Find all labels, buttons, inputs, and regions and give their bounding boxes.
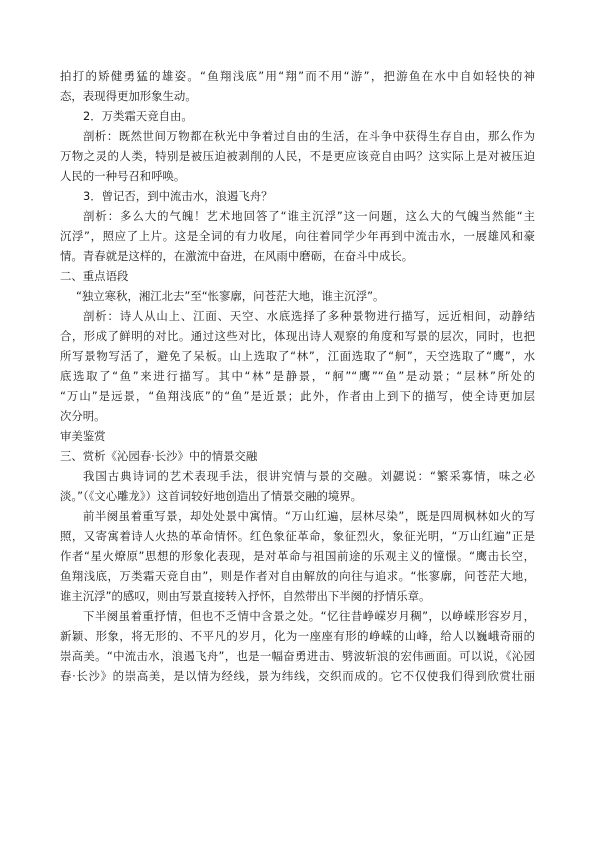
document-body xyxy=(60,66,535,686)
text-line: 3．曾记否，到中流击水，浪遏飞舟？ xyxy=(83,189,273,203)
text-line: 人民的一种号召和呼唤。 xyxy=(60,169,186,183)
text-line: 剖析：诗人从山上、江面、天空、水底选择了多种景物进行描写，远近相间，动静结 xyxy=(83,309,535,323)
text-line: 态，表现得更加形象生动。 xyxy=(60,89,197,103)
text-line: 万物之灵的人类，特别是被压迫被剥削的人民，不是更应该竞自由吗？这实际上是对被压迫 xyxy=(60,149,535,163)
text-line: 拍打的矫健勇猛的雄姿。“鱼翔浅底”用“翔”而不用“游”，把游鱼在水中自如轻快的神 xyxy=(60,69,535,83)
text-line: 剖析：既然世间万物都在秋光中争着过自由的生活，在斗争中获得生存自由，那么作为 xyxy=(83,129,535,143)
text-line: 我国古典诗词的艺术表现手法，很讲究情与景的交融。刘勰说：“繁采寡情，味之必 xyxy=(83,469,535,483)
text-line: 底选取了“鱼”来进行描写。其中“林”是静景，“舸”“鹰”“鱼”是动景；“层林”所处的 xyxy=(60,369,535,383)
text-line: 作者“星火燎原”思想的形象化表现，是对革命与祖国前途的乐观主义的憧憬。“鹰击长空， xyxy=(60,549,535,563)
text-line: 谁主沉浮”的感叹，则由写景直接转入抒怀，自然带出下半阕的抒情乐章。 xyxy=(60,589,431,603)
text-line: 沉浮”，照应了上片。这是全词的有力收尾，向往着同学少年再到中流击水，一展雄风和豪 xyxy=(60,229,535,243)
text-line: 下半阕虽着重抒情，但也不乏情中含景之处。“忆往昔峥嵘岁月稠”，以峥嵘形容岁月， xyxy=(83,609,535,623)
text-line: 合，形成了鲜明的对比。通过这些对比，体现出诗人观察的角度和写景的层次，同时，也把 xyxy=(60,329,535,343)
text-line: 前半阕虽着重写景，却处处景中寓情。“万山红遍，层林尽染”，既是四周枫林如火的写 xyxy=(83,509,535,523)
text-line: 三、赏析《沁园春·长沙》中的情景交融 xyxy=(60,449,258,463)
text-line: 次分明。 xyxy=(60,409,106,423)
text-line: 照，又寄寓着诗人火热的革命情怀。红色象征革命，象征烈火，象征光明，“万山红遍”正是 xyxy=(60,529,535,543)
text-line: 二、重点语段 xyxy=(60,269,129,283)
text-line: “万山”是远景，“鱼翔浅底”的“鱼”是近景；此外，作者由上到下的描写，使全诗更加层 xyxy=(60,389,535,403)
text-line: 鱼翔浅底，万类霜天竞自由”，则是作者对自由解放的向往与追求。“怅寥廓，问苍茫大地， xyxy=(60,569,535,583)
text-line: 审美鉴赏 xyxy=(60,429,106,443)
text-line: “独立寒秋，湘江北去”至“怅寥廓，问苍茫大地，谁主沉浮”。 xyxy=(76,289,385,303)
text-line: 淡。”（《文心雕龙》）这首词较好地创造出了情景交融的境界。 xyxy=(60,489,363,503)
text-line: 所写景物写活了，避免了呆板。山上选取了“林”，江面选取了“舸”，天空选取了“鹰”，水 xyxy=(60,349,535,363)
text-line: 新颖、形象，将无形的、不平凡的岁月，化为一座座有形的峥嵘的山峰，给人以巍峨奇丽的 xyxy=(60,629,535,643)
text-line: 情。青春就是这样的，在激流中奋进，在风雨中磨砺，在奋斗中成长。 xyxy=(60,249,414,263)
text-line: 崇高美。“中流击水，浪遏飞舟”，也是一幅奋勇进击、劈波斩浪的宏伟画面。可以说，《沁园 xyxy=(60,649,535,663)
text-line: 春·长沙》的崇高美，是以情为经线，景为纬线，交织而成的。它不仅使我们得到欣赏壮丽 xyxy=(60,669,535,683)
text-line: 2．万类霜天竞自由。 xyxy=(83,109,193,123)
text-line: 剖析：多么大的气魄！艺术地回答了“谁主沉浮”这一问题，这么大的气魄当然能“主 xyxy=(83,209,535,223)
